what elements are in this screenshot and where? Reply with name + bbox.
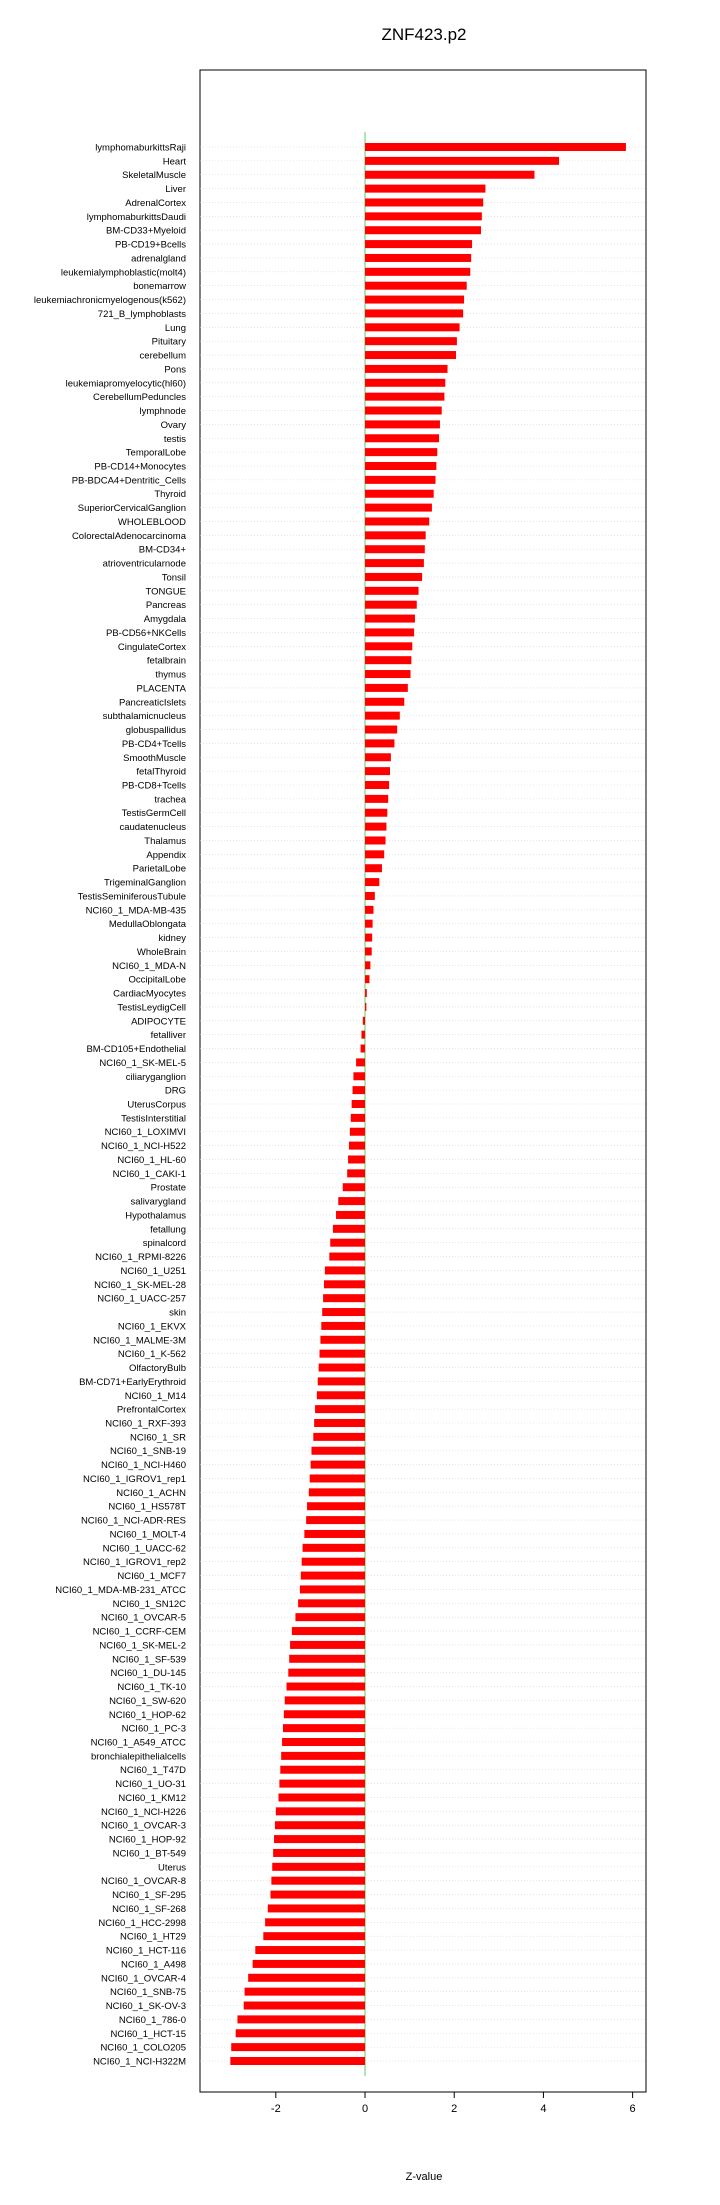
bar	[245, 1988, 365, 1996]
category-label: Amygdala	[143, 614, 186, 626]
category-label: skin	[169, 1307, 186, 1319]
category-label: Heart	[162, 156, 186, 168]
category-label: AdrenalCortex	[125, 197, 186, 209]
category-label: NCI60_1_PC-3	[121, 1723, 186, 1735]
category-label: fetallung	[150, 1224, 186, 1236]
category-label: CerebellumPeduncles	[93, 392, 186, 404]
category-label: NCI60_1_CCRF-CEM	[92, 1626, 186, 1638]
bar	[336, 1211, 365, 1219]
category-label: Thalamus	[144, 835, 186, 847]
category-label: PB-CD56+NKCells	[106, 627, 186, 639]
bar	[365, 878, 379, 886]
bar	[365, 476, 435, 484]
category-label: ParietalLobe	[132, 863, 186, 875]
bar	[365, 198, 483, 206]
category-label: ColorectalAdenocarcinoma	[71, 530, 186, 542]
bar	[284, 1710, 365, 1718]
category-label: atrioventricularnode	[102, 558, 186, 570]
category-label: cerebellum	[139, 350, 186, 362]
bar	[365, 656, 411, 664]
bar	[365, 282, 467, 290]
bar	[365, 254, 471, 262]
category-label: NCI60_1_HCT-116	[105, 1945, 186, 1957]
category-label: NCI60_1_SF-539	[112, 1654, 186, 1666]
bar	[365, 157, 559, 165]
category-label: NCI60_1_KM12	[118, 1792, 186, 1804]
bar	[365, 836, 386, 844]
category-label: NCI60_1_SK-MEL-5	[99, 1057, 186, 1069]
bar	[268, 1904, 365, 1912]
bar	[361, 1031, 365, 1039]
bar	[310, 1474, 365, 1482]
category-label: globuspallidus	[125, 725, 186, 737]
bar	[292, 1627, 365, 1635]
bar	[365, 212, 482, 220]
bar	[330, 1239, 365, 1247]
category-label: NCI60_1_MOLT-4	[109, 1529, 186, 1541]
category-label: bonemarrow	[133, 281, 186, 293]
category-label: NCI60_1_K-562	[117, 1349, 186, 1361]
bar	[290, 1641, 365, 1649]
bar	[365, 420, 440, 428]
category-label: PrefrontalCortex	[116, 1404, 186, 1416]
category-label: ADIPOCYTE	[131, 1016, 186, 1028]
bar	[365, 947, 372, 955]
chart-title: ZNF423.p2	[381, 25, 467, 44]
category-label: NCI60_1_OVCAR-5	[100, 1612, 186, 1624]
category-label: NCI60_1_HS578T	[108, 1501, 186, 1513]
category-label: NCI60_1_MCF7	[117, 1571, 186, 1583]
category-label: lymphomaburkittsRaji	[95, 142, 186, 154]
bar	[365, 379, 445, 387]
category-label: NCI60_1_OVCAR-8	[100, 1876, 186, 1888]
category-label: NCI60_1_EKVX	[117, 1321, 186, 1333]
bar	[318, 1377, 365, 1385]
category-label: Lung	[164, 322, 186, 334]
bar	[311, 1461, 365, 1469]
bar	[315, 1405, 365, 1413]
category-label: NCI60_1_MDA-MB-231_ATCC	[55, 1584, 186, 1596]
category-label: spinalcord	[142, 1238, 186, 1250]
bar	[274, 1835, 365, 1843]
bar	[347, 1169, 365, 1177]
category-label: salivarygland	[130, 1196, 186, 1208]
bar	[322, 1308, 365, 1316]
category-label: WholeBrain	[136, 946, 186, 958]
bar	[363, 1017, 365, 1025]
category-label: NCI60_1_DU-145	[110, 1668, 186, 1680]
category-label: Tonsil	[161, 572, 186, 584]
category-label: leukemiachronicmyelogenous(k562)	[33, 295, 186, 307]
bar	[317, 1391, 365, 1399]
bar	[365, 684, 408, 692]
bar	[263, 1932, 365, 1940]
bar	[365, 823, 386, 831]
category-label: NCI60_1_OVCAR-4	[100, 1973, 186, 1985]
category-label: Prostate	[150, 1182, 186, 1194]
category-label: thymus	[155, 669, 186, 681]
category-label: NCI60_1_HCT-15	[110, 2028, 186, 2040]
bar	[352, 1100, 365, 1108]
category-label: MedullaOblongata	[108, 919, 186, 931]
category-label: Pancreas	[145, 600, 186, 612]
x-tick-label: 0	[361, 2103, 369, 2115]
category-label: NCI60_1_MDA-N	[112, 960, 186, 972]
category-label: NCI60_1_TK-10	[117, 1682, 186, 1694]
bar	[365, 240, 472, 248]
category-label: NCI60_1_NCI-H522	[100, 1141, 186, 1153]
bar	[321, 1322, 365, 1330]
bar	[313, 1433, 365, 1441]
category-label: NCI60_1_A498	[121, 1959, 186, 1971]
bar	[365, 698, 404, 706]
bar	[255, 1946, 365, 1954]
bar	[365, 296, 464, 304]
bar	[329, 1253, 365, 1261]
category-label: NCI60_1_BT-549	[112, 1848, 186, 1860]
bar	[349, 1142, 365, 1150]
bar	[309, 1488, 365, 1496]
category-label: Pons	[164, 364, 186, 376]
bar	[270, 1891, 365, 1899]
bar	[365, 975, 369, 983]
bar	[356, 1058, 365, 1066]
category-label: NCI60_1_HT29	[119, 1931, 186, 1943]
bar	[289, 1655, 365, 1663]
bar	[365, 961, 370, 969]
bar	[365, 531, 426, 539]
category-label: NCI60_1_SNB-19	[109, 1446, 186, 1458]
category-label: NCI60_1_OVCAR-3	[100, 1820, 186, 1832]
bar	[365, 448, 437, 456]
x-tick-label: 6	[629, 2103, 636, 2115]
bar	[365, 490, 434, 498]
category-label: Pituitary	[151, 336, 186, 348]
bar	[295, 1613, 365, 1621]
bar	[365, 781, 389, 789]
bar	[244, 2002, 365, 2010]
bar	[272, 1863, 365, 1871]
category-label: PancreaticIslets	[118, 697, 186, 709]
bar	[365, 989, 367, 997]
bar	[275, 1821, 365, 1829]
category-label: DRG	[164, 1085, 186, 1097]
bar	[353, 1072, 365, 1080]
category-label: TestisGermCell	[121, 808, 186, 820]
bar	[288, 1669, 365, 1677]
category-label: Thyroid	[154, 489, 186, 501]
bar	[365, 726, 397, 734]
bar	[365, 739, 394, 747]
category-label: OlfactoryBulb	[128, 1363, 186, 1375]
bar	[365, 365, 448, 373]
category-label: NCI60_1_NCI-H226	[100, 1806, 186, 1818]
bar	[302, 1558, 365, 1566]
category-label: adrenalgland	[131, 253, 186, 265]
bar	[300, 1585, 365, 1593]
bar	[365, 143, 626, 151]
bar	[279, 1780, 365, 1788]
category-label: UterusCorpus	[127, 1099, 186, 1111]
category-label: SkeletalMuscle	[122, 170, 186, 182]
category-label: NCI60_1_UACC-62	[102, 1543, 186, 1555]
category-label: NCI60_1_IGROV1_rep2	[83, 1557, 186, 1569]
bar	[365, 323, 460, 331]
bar	[365, 712, 400, 720]
category-label: NCI60_1_SR	[130, 1432, 186, 1444]
category-label: TestisInterstitial	[121, 1113, 186, 1125]
bar	[312, 1447, 366, 1455]
category-label: 721_B_lymphoblasts	[97, 308, 186, 320]
bar	[319, 1364, 365, 1372]
category-label: NCI60_1_SN12C	[112, 1598, 186, 1610]
bar	[365, 920, 373, 928]
x-axis	[271, 2092, 636, 2115]
bar	[365, 268, 470, 276]
category-label: NCI60_1_SK-OV-3	[105, 2001, 186, 2013]
category-label: CardiacMyocytes	[113, 988, 186, 1000]
category-label: bronchialepithelialcells	[90, 1751, 186, 1763]
bar	[307, 1502, 365, 1510]
bar	[281, 1752, 365, 1760]
category-label: NCI60_1_M14	[124, 1390, 186, 1402]
bar	[304, 1530, 365, 1538]
bar	[365, 351, 456, 359]
category-label: TestisSeminiferousTubule	[77, 891, 186, 903]
bar	[314, 1419, 365, 1427]
bar	[365, 850, 384, 858]
category-label: subthalamicnucleus	[102, 711, 186, 723]
bar	[365, 934, 372, 942]
category-label: PB-CD14+Monocytes	[94, 461, 186, 473]
bar	[276, 1807, 365, 1815]
bar	[320, 1336, 365, 1344]
category-label: NCI60_1_CAKI-1	[112, 1168, 186, 1180]
category-label: TrigeminalGanglion	[103, 877, 186, 889]
category-label: NCI60_1_RXF-393	[105, 1418, 186, 1430]
category-label: lymphomaburkittsDaudi	[86, 211, 186, 223]
category-label: NCI60_1_A549_ATCC	[90, 1737, 186, 1749]
category-label: Ovary	[160, 419, 186, 431]
category-label: TONGUE	[145, 586, 186, 598]
category-label: leukemiapromyelocytic(hl60)	[65, 378, 186, 390]
bar	[324, 1280, 365, 1288]
category-label: NCI60_1_MALME-3M	[93, 1335, 186, 1347]
bar	[365, 559, 424, 567]
category-label: fetalThyroid	[136, 766, 186, 778]
category-label: NCI60_1_HL-60	[117, 1154, 186, 1166]
bar	[365, 517, 429, 525]
category-label: NCI60_1_ACHN	[116, 1487, 186, 1499]
category-label: NCI60_1_HOP-62	[108, 1709, 186, 1721]
plot-frame	[200, 70, 646, 2092]
category-label: NCI60_1_SK-MEL-2	[99, 1640, 186, 1652]
category-label: NCI60_1_IGROV1_rep1	[83, 1473, 186, 1485]
category-label: WHOLEBLOOD	[117, 516, 186, 528]
category-label: NCI60_1_RPMI-8226	[95, 1252, 186, 1264]
bar	[365, 587, 419, 595]
category-label: BM-CD34+	[138, 544, 186, 556]
bar	[280, 1766, 365, 1774]
bar	[365, 393, 444, 401]
bar	[365, 864, 382, 872]
bar	[365, 309, 463, 317]
category-label: NCI60_1_SF-295	[112, 1890, 186, 1902]
category-label: lymphnode	[139, 406, 186, 418]
bar	[320, 1350, 365, 1358]
category-label: PB-CD8+Tcells	[121, 780, 186, 792]
category-label: PB-BDCA4+Dentritic_Cells	[71, 475, 186, 487]
category-label: NCI60_1_NCI-H322M	[93, 2056, 186, 2068]
category-label: NCI60_1_T47D	[119, 1765, 186, 1777]
category-label: BM-CD33+Myeloid	[106, 225, 186, 237]
bar	[365, 767, 390, 775]
category-label: NCI60_1_SF-268	[112, 1903, 186, 1915]
category-label: NCI60_1_MDA-MB-435	[85, 905, 186, 917]
category-label: Uterus	[158, 1862, 186, 1874]
category-label: fetalbrain	[146, 655, 186, 667]
grid-layer	[200, 147, 646, 2061]
bar	[365, 1003, 366, 1011]
category-label: NCI60_1_HOP-92	[108, 1834, 186, 1846]
bar	[365, 601, 417, 609]
category-label: NCI60_1_NCI-H460	[100, 1460, 186, 1472]
category-label: BM-CD71+EarlyErythroid	[79, 1376, 186, 1388]
bar	[237, 2015, 365, 2023]
bar	[303, 1544, 365, 1552]
bar	[230, 2057, 365, 2065]
bar	[365, 545, 425, 553]
category-label: NCI60_1_786-0	[118, 2014, 186, 2026]
category-label: NCI60_1_SNB-75	[109, 1987, 186, 1999]
bar	[365, 892, 375, 900]
bar	[365, 171, 534, 179]
category-label: Appendix	[146, 849, 186, 861]
bar	[365, 462, 436, 470]
category-label: NCI60_1_UO-31	[115, 1779, 186, 1791]
category-label: SmoothMuscle	[123, 752, 186, 764]
bar	[365, 642, 412, 650]
category-label: caudatenucleus	[119, 822, 186, 834]
bar	[236, 2029, 365, 2037]
bar	[325, 1266, 365, 1274]
bar	[365, 753, 391, 761]
bar	[338, 1197, 365, 1205]
category-label: NCI60_1_UACC-257	[97, 1293, 186, 1305]
category-label: NCI60_1_SW-620	[109, 1695, 186, 1707]
bar	[271, 1877, 365, 1885]
bar	[306, 1516, 365, 1524]
category-label: OccipitalLobe	[128, 974, 186, 986]
bar	[365, 795, 388, 803]
bar	[350, 1128, 365, 1136]
bar	[365, 573, 422, 581]
bar	[353, 1086, 365, 1094]
category-label: kidney	[158, 933, 186, 945]
bar	[273, 1849, 365, 1857]
bar	[351, 1114, 365, 1122]
bar	[365, 906, 373, 914]
category-label: CingulateCortex	[117, 641, 186, 653]
bar	[231, 2043, 365, 2051]
category-label: ciliaryganglion	[125, 1071, 186, 1083]
category-label: SuperiorCervicalGanglion	[77, 503, 186, 515]
x-tick-label: 2	[451, 2103, 458, 2115]
bar	[365, 434, 439, 442]
category-label: BM-CD105+Endothelial	[86, 1044, 186, 1056]
category-label: TestisLeydigCell	[117, 1002, 186, 1014]
bar	[333, 1225, 365, 1233]
bar	[365, 809, 387, 817]
bar	[265, 1918, 365, 1926]
category-label: NCI60_1_NCI-ADR-RES	[80, 1515, 186, 1527]
bar	[348, 1155, 365, 1163]
category-label: NCI60_1_LOXIMVI	[104, 1127, 186, 1139]
bar	[323, 1294, 365, 1302]
bar	[365, 615, 415, 623]
bar	[285, 1696, 365, 1704]
category-label: testis	[163, 433, 186, 445]
bar	[365, 337, 457, 345]
bar	[365, 628, 414, 636]
x-tick-label: -2	[270, 2103, 281, 2115]
category-label: PLACENTA	[136, 683, 186, 695]
category-label: NCI60_1_COLO205	[100, 2042, 186, 2054]
bar	[365, 504, 432, 512]
category-label: NCI60_1_U251	[120, 1265, 186, 1277]
bar	[301, 1572, 365, 1580]
category-label: fetalliver	[150, 1030, 186, 1042]
category-label: NCI60_1_HCC-2998	[98, 1917, 186, 1929]
category-label: Liver	[165, 184, 186, 196]
bar	[365, 226, 481, 234]
bar	[287, 1683, 365, 1691]
x-axis-label: Z-value	[405, 2171, 443, 2183]
x-tick-label: 4	[540, 2103, 547, 2115]
bar	[365, 670, 410, 678]
bar	[248, 1974, 365, 1982]
bar	[365, 185, 485, 193]
bar	[253, 1960, 365, 1968]
category-label: trachea	[154, 794, 186, 806]
bar	[298, 1599, 365, 1607]
category-label: TemporalLobe	[125, 447, 186, 459]
bar	[343, 1183, 365, 1191]
category-labels	[34, 143, 187, 2068]
category-label: NCI60_1_SK-MEL-28	[94, 1279, 186, 1291]
category-label: PB-CD19+Bcells	[114, 239, 186, 251]
bar	[283, 1724, 365, 1732]
category-label: PB-CD4+Tcells	[121, 738, 186, 750]
bar	[282, 1738, 365, 1746]
category-label: leukemialymphoblastic(molt4)	[60, 267, 186, 279]
category-label: Hypothalamus	[125, 1210, 186, 1222]
bar	[278, 1793, 365, 1801]
bar	[361, 1045, 365, 1053]
bar	[365, 407, 442, 415]
